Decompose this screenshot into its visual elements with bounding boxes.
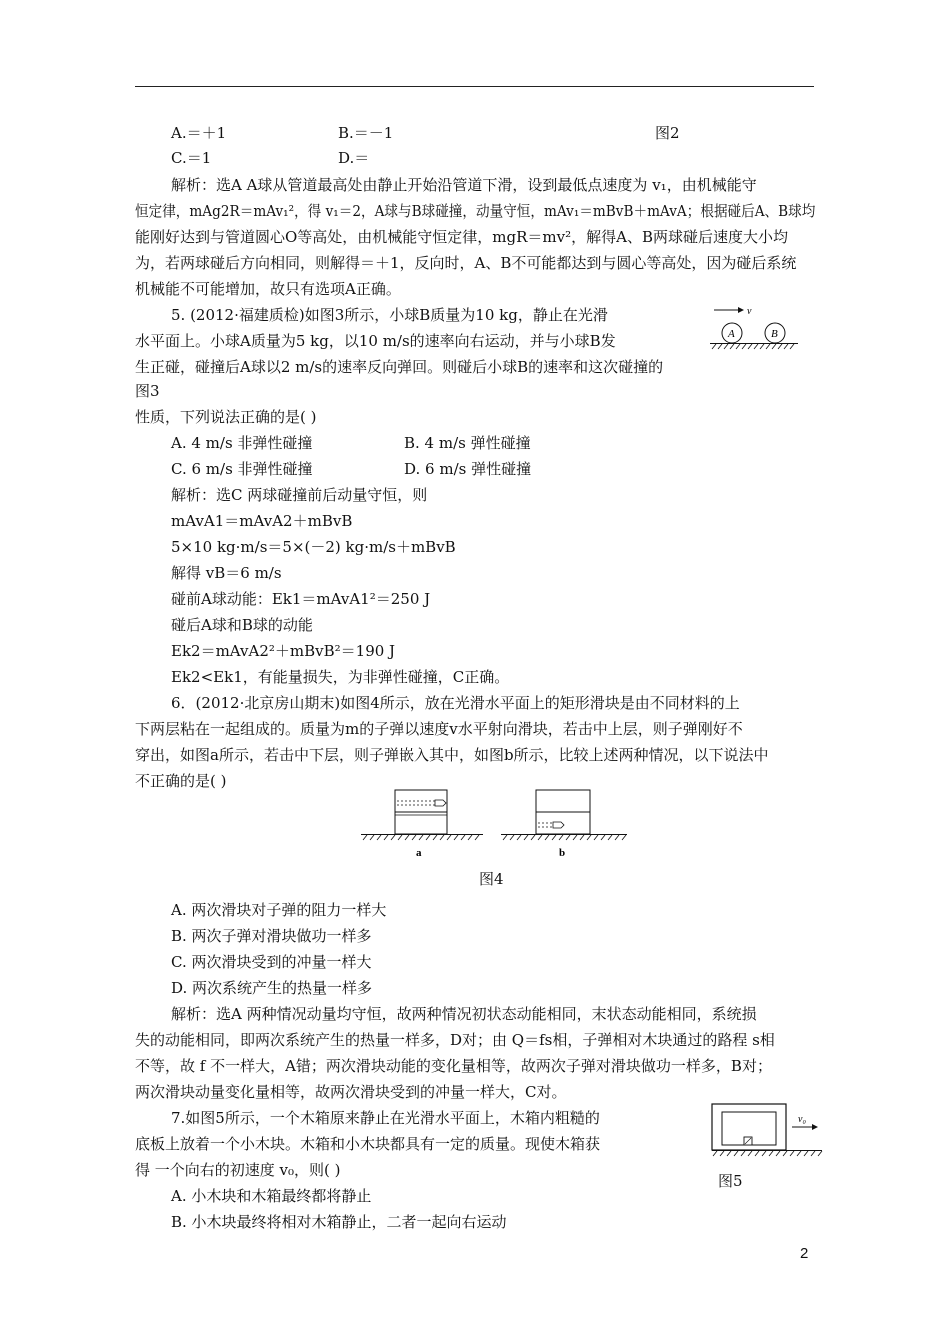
- text-line: B. 两次子弹对滑块做功一样多: [171, 927, 372, 945]
- text-line: 碰前A球动能：Ek1＝mAvA1²＝250 J: [171, 590, 431, 608]
- text-line: C. 6 m/s 非弹性碰撞: [171, 460, 313, 478]
- text-line: 失的动能相同，即两次系统产生的热量一样多，D对；由 Q＝fs相，子弹相对木块通过的路程 s相: [135, 1031, 775, 1049]
- fig3-ball-b-label: B: [771, 328, 778, 340]
- text-line: 性质，下列说法正确的是( ): [135, 408, 317, 426]
- text-line: 图2: [655, 124, 680, 142]
- text-line: 5×10 kg·m/s＝5×(－2) kg·m/s＋mBvB: [171, 538, 456, 556]
- text-line: 生正碰，碰撞后A球以2 m/s的速率反向弹回。则碰后小球B的速率和这次碰撞的: [135, 358, 664, 376]
- text-line: 6．(2012·北京房山期末)如图4所示，放在光滑水平面上的矩形滑块是由不同材料的上: [171, 694, 740, 712]
- text-line: A. 4 m/s 非弹性碰撞: [171, 434, 313, 452]
- text-line: Ek2＝mAvA2²＋mBvB²＝190 J: [171, 642, 396, 660]
- text-line: A. 两次滑块对子弹的阻力一样大: [171, 901, 387, 919]
- fig5-velocity-label: v₀: [798, 1114, 806, 1125]
- text-line: 碰后A球和B球的动能: [171, 616, 313, 634]
- text-line: C. 两次滑块受到的冲量一样大: [171, 953, 372, 971]
- text-line: 恒定律，mAg2R＝mAv₁²，得 v₁＝2，A球与B球碰撞，动量守恒，mAv₁＝mBvB＋mAvA；根据碰后A、B球均: [135, 202, 816, 220]
- text-line: 解得 vB＝6 m/s: [171, 564, 282, 582]
- header-rule: [135, 86, 814, 87]
- text-line: D. 6 m/s 弹性碰撞: [404, 460, 532, 478]
- text-line: 得 一个向右的初速度 v₀，则( ): [135, 1161, 341, 1179]
- text-line: 不等，故 f 不一样大，A错；两次滑块动能的变化量相等，故两次子弹对滑块做功一样多，B对；: [135, 1057, 772, 1075]
- text-line: 为，若两球碰后方向相同，则解得＝＋1，反向时，A、B不可能都达到与圆心等高处，因为碰后系统: [135, 254, 797, 272]
- figure-3: [700, 303, 800, 351]
- fig4-label-b: b: [559, 847, 566, 859]
- text-line: A.＝＋1: [171, 124, 227, 142]
- text-line: 水平面上。小球A质量为5 kg，以10 m/s的速率向右运动，并与小球B发: [135, 332, 616, 350]
- text-line: Ek2<Ek1，有能量损失，为非弹性碰撞，C正确。: [171, 668, 510, 686]
- text-line: B. 4 m/s 弹性碰撞: [404, 434, 531, 452]
- text-line: 解析：选C 两球碰撞前后动量守恒，则: [171, 486, 428, 504]
- text-line: 图3: [135, 382, 160, 400]
- figure-5-caption: 图5: [718, 1172, 743, 1190]
- text-line: B. 小木块最终将相对木箱静止，二者一起向右运动: [171, 1213, 507, 1231]
- text-line: A. 小木块和木箱最终都将静止: [171, 1187, 372, 1205]
- text-line: D. 两次系统产生的热量一样多: [171, 979, 373, 997]
- text-line: 机械能不可能增加，故只有选项A正确。: [135, 280, 401, 298]
- fig3-velocity-label: v: [747, 306, 752, 317]
- text-line: 解析：选A A球从管道最高处由静止开始沿管道下滑，设到最低点速度为 v₁，由机械能守: [171, 176, 757, 194]
- text-line: 能刚好达到与管道圆心O等高处，由机械能守恒定律，mgR＝mv²，解得A、B两球碰后速度大小均: [135, 228, 788, 246]
- figure-4: [355, 786, 635, 862]
- page-number: 2: [800, 1245, 809, 1262]
- text-line: 解析：选A 两种情况动量均守恒，故两种情况初状态动能相同，末状态动能相同，系统损: [171, 1005, 757, 1023]
- text-line: D.＝: [338, 149, 370, 167]
- text-line: B.＝－1: [338, 124, 394, 142]
- text-line: mAvA1＝mAvA2＋mBvB: [171, 512, 353, 530]
- text-line: 穿出，如图a所示，若击中下层，则子弹嵌入其中，如图b所示，比较上述两种情况，以下说法中: [135, 746, 769, 764]
- text-line: 两次滑块动量变化量相等，故两次滑块受到的冲量一样大，C对。: [135, 1083, 567, 1101]
- text-line: 7.如图5所示，一个木箱原来静止在光滑水平面上，木箱内粗糙的: [171, 1109, 600, 1127]
- figure-5: [708, 1098, 826, 1162]
- text-line: C.＝1: [171, 149, 212, 167]
- fig3-ball-a-label: A: [728, 328, 735, 340]
- text-line: 不正确的是( ): [135, 772, 227, 790]
- figure-4-caption: 图4: [479, 870, 504, 888]
- fig4-label-a: a: [416, 847, 422, 859]
- text-line: 下两层粘在一起组成的。质量为m的子弹以速度v水平射向滑块，若击中上层，则子弹刚好不: [135, 720, 743, 738]
- text-line: 底板上放着一个小木块。木箱和小木块都具有一定的质量。现使木箱获: [135, 1135, 601, 1153]
- text-line: 5. (2012·福建质检)如图3所示，小球B质量为10 kg，静止在光滑: [171, 306, 608, 324]
